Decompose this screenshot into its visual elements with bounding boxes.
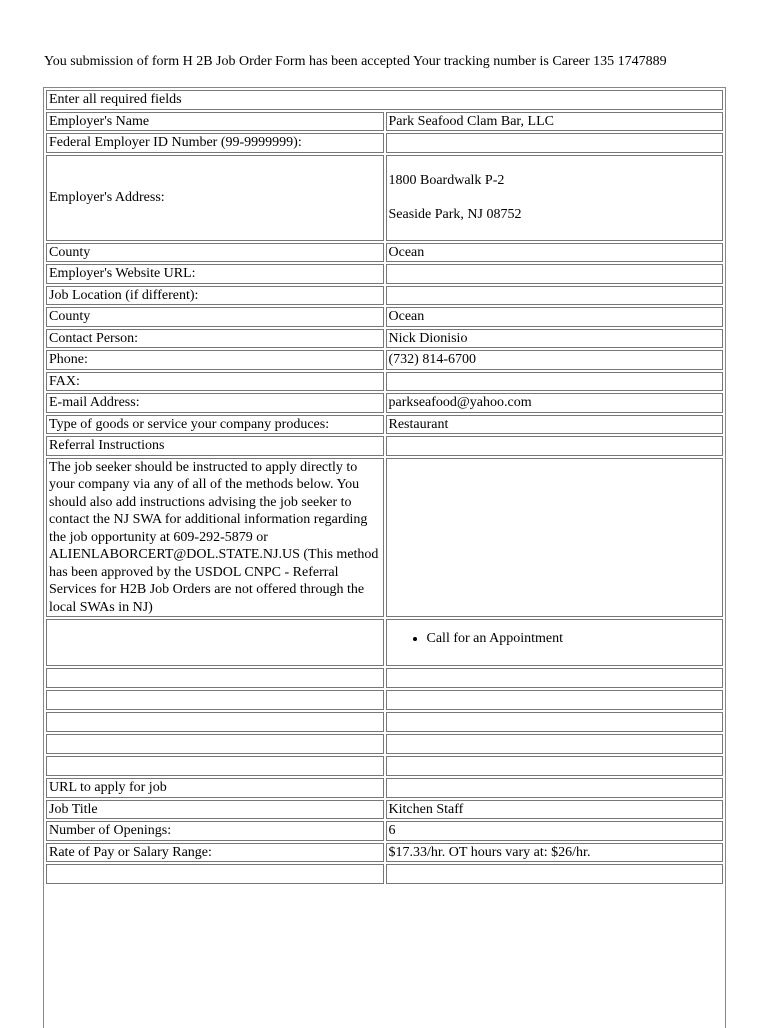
address-line1: 1800 Boardwalk P-2 xyxy=(388,173,505,188)
address-row xyxy=(46,155,723,241)
email-row xyxy=(46,393,723,413)
blank-cell xyxy=(386,756,724,776)
address-label: Employer's Address: xyxy=(46,155,384,241)
contact-label: Contact Person: xyxy=(46,329,384,349)
job-location-value xyxy=(386,286,724,306)
employer-name-label: Employer's Name xyxy=(46,112,384,132)
address-line2: Seaside Park, NJ 08752 xyxy=(388,206,522,222)
methods-value xyxy=(386,619,724,666)
website-label: Employer's Website URL: xyxy=(46,264,384,284)
phone-value: (732) 814-6700 xyxy=(386,350,724,370)
employer-name-row xyxy=(46,112,723,132)
referral-label: Referral Instructions xyxy=(46,436,384,456)
blank-cell xyxy=(46,712,384,732)
pay-value: $17.33/hr. OT hours vary at: $26/hr. xyxy=(386,843,724,863)
goods-label: Type of goods or service your company produces: xyxy=(46,415,384,435)
referral-text-value xyxy=(386,458,724,618)
blank-cell xyxy=(386,690,724,710)
contact-value: Nick Dionisio xyxy=(386,329,724,349)
cut-off-cell xyxy=(386,864,724,884)
goods-value: Restaurant xyxy=(386,415,724,435)
phone-label: Phone: xyxy=(46,350,384,370)
blank-row xyxy=(46,734,723,754)
job-location-label: Job Location (if different): xyxy=(46,286,384,306)
form-header-row xyxy=(46,90,723,110)
methods-row xyxy=(46,619,723,666)
website-row xyxy=(46,264,723,284)
url-apply-row xyxy=(46,778,723,798)
fein-label: Federal Employer ID Number (99-9999999): xyxy=(46,133,384,153)
fax-row xyxy=(46,372,723,392)
openings-value: 6 xyxy=(386,821,724,841)
confirmation-message: You submission of form H 2B Job Order Form has been accepted Your tracking number is Career 135 1747889 xyxy=(44,54,667,69)
job-title-label: Job Title xyxy=(46,800,384,820)
blank-cell xyxy=(46,668,384,688)
job-title-row xyxy=(46,800,723,820)
county2-row xyxy=(46,307,723,327)
blank-row xyxy=(46,690,723,710)
fax-value xyxy=(386,372,724,392)
openings-row xyxy=(46,821,723,841)
job-order-table xyxy=(44,88,725,886)
openings-label: Number of Openings: xyxy=(46,821,384,841)
referral-instructions-text: The job seeker should be instructed to apply directly to your company via any of all of the methods below. You should also add instructions advising the job seeker to contact the NJ SWA for additional information regarding the job opportunity at 609-292-5879 or ALIENLABORCERT@DOL.STATE.NJ.US (This method has been approved by the USDOL CNPC - Referral Services for H2B Job Orders are not offered through the local SWAs in NJ) xyxy=(46,458,384,618)
form-header: Enter all required fields xyxy=(46,90,723,110)
methods-label xyxy=(46,619,384,666)
url-apply-value xyxy=(386,778,724,798)
county2-value: Ocean xyxy=(386,307,724,327)
blank-cell xyxy=(386,668,724,688)
county-value: Ocean xyxy=(386,243,724,263)
fein-row xyxy=(46,133,723,153)
referral-text-row xyxy=(46,458,723,618)
blank-cell xyxy=(386,734,724,754)
fax-label: FAX: xyxy=(46,372,384,392)
methods-list xyxy=(389,620,721,665)
url-apply-label: URL to apply for job xyxy=(46,778,384,798)
phone-row xyxy=(46,350,723,370)
employer-name-value: Park Seafood Clam Bar, LLC xyxy=(386,112,724,132)
job-order-form xyxy=(43,87,726,1028)
email-value: parkseafood@yahoo.com xyxy=(386,393,724,413)
email-label: E-mail Address: xyxy=(46,393,384,413)
contact-row xyxy=(46,329,723,349)
goods-row xyxy=(46,415,723,435)
referral-row xyxy=(46,436,723,456)
county-row xyxy=(46,243,723,263)
blank-row xyxy=(46,668,723,688)
blank-cell xyxy=(386,712,724,732)
blank-cell xyxy=(46,734,384,754)
county2-label: County xyxy=(46,307,384,327)
blank-cell xyxy=(46,690,384,710)
job-title-value: Kitchen Staff xyxy=(386,800,724,820)
pay-label: Rate of Pay or Salary Range: xyxy=(46,843,384,863)
method-item: • Call for an Appointment xyxy=(427,630,721,647)
address-value xyxy=(386,155,724,241)
cut-off-row xyxy=(46,864,723,884)
county-label: County xyxy=(46,243,384,263)
fein-value xyxy=(386,133,724,153)
blank-cell xyxy=(46,756,384,776)
pay-row xyxy=(46,843,723,863)
referral-value xyxy=(386,436,724,456)
cut-off-cell xyxy=(46,864,384,884)
blank-row xyxy=(46,712,723,732)
blank-row xyxy=(46,756,723,776)
website-value xyxy=(386,264,724,284)
job-location-row xyxy=(46,286,723,306)
